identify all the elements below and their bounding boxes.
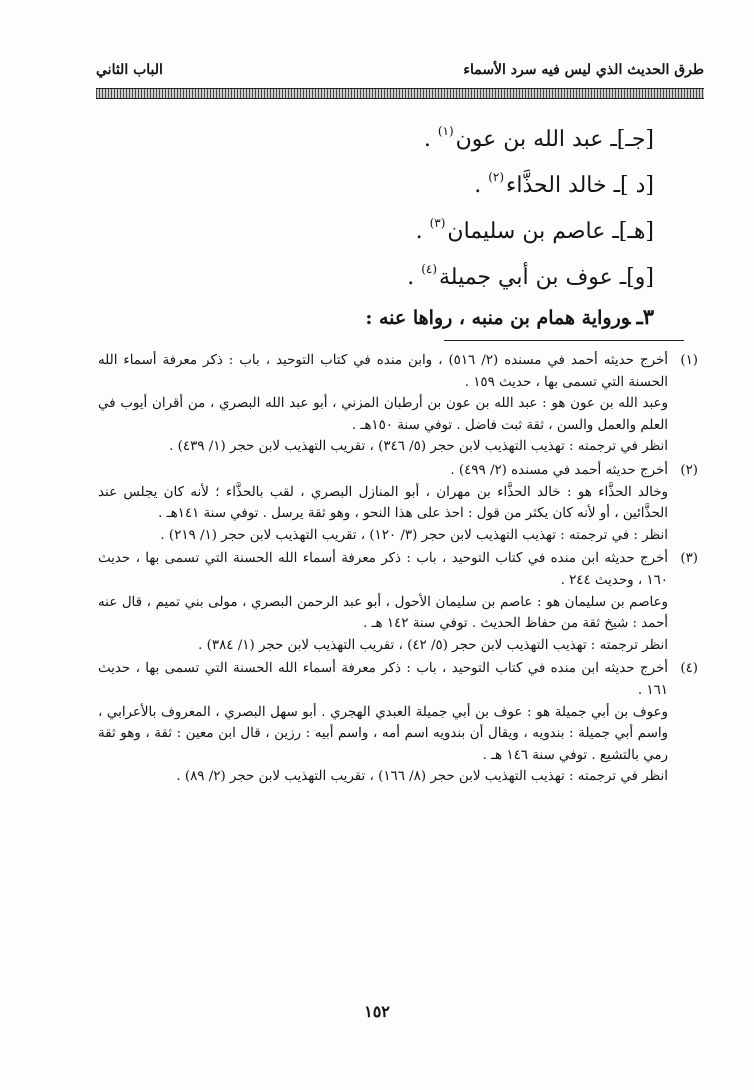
footnote-body: [98, 658, 668, 788]
list-item-end: .: [423, 127, 438, 152]
section-text: ورواية همام بن منبه ، رواها عنه :: [365, 307, 631, 329]
footnote-paragraph: انظر في ترجمته : تهذيب التهذيب لابن حجر (٨/ ١٦٦) ، تقريب التهذيب لابن حجر (٢/ ٨٩) .: [176, 769, 668, 785]
list-item-label: [د ]ـ خالد الحذَّاء: [506, 173, 654, 198]
list-item-label: [هـ]ـ عاصم بن سليمان: [447, 219, 654, 244]
footnote-number: (١): [680, 353, 698, 368]
footnote-paragraph: وخالد الحذَّاء هو : خالد الحذَّاء بن مهران ، أبو المنازل البصري ، لقب بالحذَّاء ؛ لأنه كان يجلس عند الحذَّائين ، أو لأنه كان يكثر من قول : احذ على هذا النحو ، وهو ثقة يرسل . توفي سنة ١٤١هـ .: [98, 484, 668, 522]
footnote-paragraph: وعبد الله بن عون هو : عبد الله بن عون بن أرطبان المزني ، أبو عبد الله البصري ، من أقران أيوب في العلم والعمل والسن ، ثقة ثبت فاضل . توفي سنة ١٥٠هـ .: [98, 396, 668, 433]
footnote-body: [98, 350, 668, 458]
list-item-end: .: [407, 265, 422, 290]
narrators-list: [94, 108, 654, 340]
footnote-ref[interactable]: (٣): [429, 216, 446, 230]
list-item: [94, 246, 654, 292]
footnote-body: [98, 460, 668, 546]
footnote-body: [98, 548, 668, 656]
footnote-paragraph: وعوف بن أبي جميلة هو : عوف بن أبي جميلة العبدي الهجري . أبو سهل البصري ، المعروف بالأعرابي ، واسم أبي جميلة : بندويه ، ويقال أن بندويه اسم أمه ، واسم أبيه : رزين ، قال ابن معين : ثقة ، وهو ثقة رمي بالتشيع . توفي سنة ١٤٦ هـ .: [98, 704, 668, 763]
section-line: [94, 294, 654, 340]
list-item-end: .: [415, 219, 430, 244]
footnote-paragraph: انظر ترجمته : تهذيب التهذيب لابن حجر (٥/ ٤٢) ، تقريب التهذيب لابن حجر (١/ ٣٨٤) .: [198, 637, 668, 653]
footnote-paragraph: أخرج حديثه ابن منده في كتاب التوحيد ، باب : ذكر معرفة أسماء الله الحسنة التي تسمى بها ، حديث ١٦١ .: [98, 661, 668, 698]
footnote-number: (٤): [680, 661, 698, 677]
footnote: [98, 350, 698, 458]
header-chapter: الباب الثاني: [96, 62, 163, 78]
footnote-paragraph: انظر في ترجمته : تهذيب التهذيب لابن حجر (٥/ ٣٤٦) ، تقريب التهذيب لابن حجر (١/ ٤٣٩) .: [169, 439, 668, 455]
footnote: [98, 548, 698, 656]
footnote-divider: [444, 340, 684, 341]
footnotes: [98, 350, 698, 788]
footnote-paragraph: أخرج حديثه ابن منده في كتاب التوحيد ، باب : ذكر معرفة أسماء الله الحسنة التي تسمى بها ، حديث ١٦٠ ، وحديث ٢٤٤ .: [98, 551, 668, 588]
footnote-paragraph: أخرج حديثه أحمد في مسنده (٢/ ٥١٦) ، وابن منده في كتاب التوحيد ، باب : ذكر معرفة أسماء الله الحسنة التي تسمى بها ، حديث ١٥٩ .: [98, 353, 668, 390]
running-header: [96, 62, 704, 84]
page-number: ١٥٢: [364, 1002, 390, 1021]
list-item-label: [جـ]ـ عبد الله بن عون: [455, 127, 654, 152]
list-item-label: [و]ـ عوف بن أبي جميلة: [439, 265, 654, 290]
footnote: [98, 658, 698, 788]
footnote-ref[interactable]: (٤): [421, 262, 438, 276]
section-number: ٣ـ: [636, 304, 654, 329]
list-item-end: .: [474, 173, 489, 198]
footnote-number: (٣): [680, 551, 698, 567]
footnote-ref[interactable]: (٢): [488, 170, 505, 184]
footnote-paragraph: أخرج حديثه أحمد في مسنده (٢/ ٤٩٩) .: [450, 462, 668, 478]
footnote-paragraph: وعاصم بن سليمان هو : عاصم بن سليمان الأحول ، أبو عبد الرحمن البصري ، مولى بني تميم ، قال عنه أحمد : شيخ ثقة من حفاظ الحديث . توفي سنة ١٤٢ هـ .: [98, 594, 668, 632]
list-item: [94, 154, 654, 200]
footnote-number: (٢): [680, 462, 698, 478]
header-divider: [96, 88, 704, 99]
header-title: طرق الحديث الذي ليس فيه سرد الأسماء: [463, 62, 704, 78]
list-item: [94, 108, 654, 154]
footnote-paragraph: انظر : في ترجمته : تهذيب التهذيب لابن حجر (٣/ ١٢٠) ، تقريب التهذيب لابن حجر (١/ ٢١٩) .: [160, 527, 668, 543]
list-item: [94, 200, 654, 246]
footnote: [98, 460, 698, 546]
footnote-ref[interactable]: (١): [437, 124, 454, 138]
